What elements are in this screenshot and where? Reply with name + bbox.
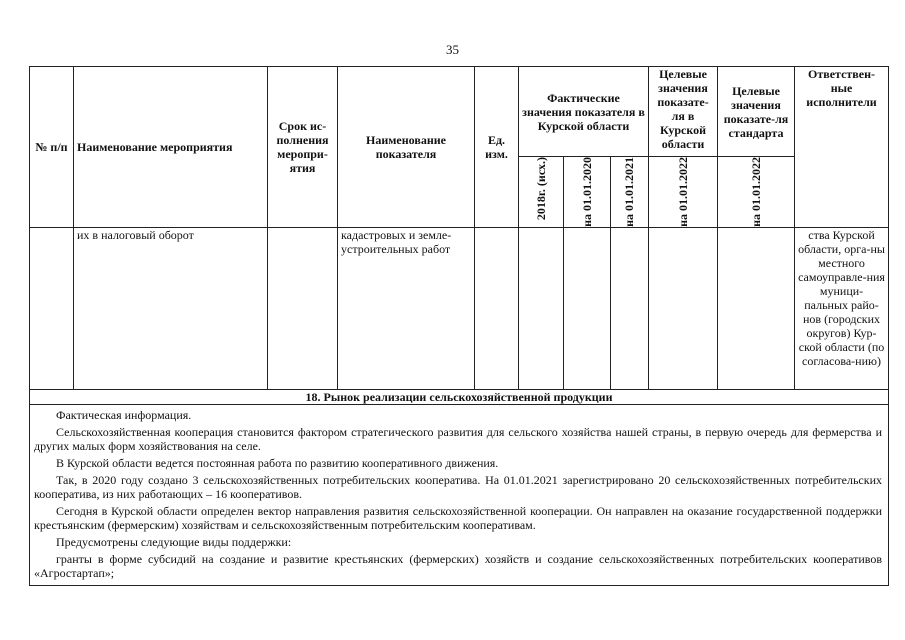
- header-responsible: Ответствен-ные исполнители: [795, 67, 889, 228]
- paragraph: Сегодня в Курской области определен вектор направления развития сельскохозяйственной кооперации. Он направлен на оказание государственной поддержки крестьянским (фермерским) хозяйствам и сельскохозяйственным потребительским кооперативам.: [34, 503, 883, 532]
- cell-2021: [611, 227, 649, 389]
- subheader-2020: на 01.01.2020: [579, 157, 594, 227]
- paragraph: Предусмотрены следующие виды поддержки:: [56, 534, 292, 549]
- table-row: [30, 227, 889, 389]
- cell-2022-kursk: [649, 227, 718, 389]
- paragraph: Фактическая информация.: [56, 407, 192, 422]
- header-unit: Ед. изм.: [475, 67, 519, 228]
- header-event-name: Наименование мероприятия: [74, 67, 268, 228]
- header-num: № п/п: [30, 67, 74, 228]
- paragraph: гранты в форме субсидий на создание и развитие крестьянских (фермерских) хозяйств и создание сельскохозяйственных потребительских кооперативов «Агростартап»;: [34, 551, 883, 580]
- measures-table: [29, 66, 889, 586]
- header-indicator-name: Наименование показателя: [338, 67, 475, 228]
- paragraph: В Курской области ведется постоянная работа по развитию кооперативного движения.: [56, 455, 499, 470]
- cell-event: их в налоговый оборот: [74, 227, 268, 389]
- header-actual-values: Фактические значения показателя в Курской области: [519, 67, 649, 157]
- section-text: [30, 404, 889, 585]
- paragraph: Сельскохозяйственная кооперация становится фактором стратегического развития для сельского хозяйства нашей страны, в первую очередь для фермерства и других малых форм хозяйствования на селе.: [34, 424, 883, 453]
- cell-2022-standard: [718, 227, 795, 389]
- subheader-2018: 2018г. (исх.): [533, 157, 548, 221]
- cell-unit: [475, 227, 519, 389]
- paragraph: Так, в 2020 году создано 3 сельскохозяйственных потребительских кооператива. На 01.01.2021 зарегистрировано 20 сельскохозяйственных потребительских кооператива, из них работающих – 16 кооперативов.: [34, 472, 883, 501]
- cell-term: [268, 227, 338, 389]
- page-number: 35: [446, 42, 459, 57]
- cell-num: [30, 227, 74, 389]
- subheader-2022-standard: на 01.01.2022: [748, 157, 763, 227]
- subheader-2022-kursk: на 01.01.2022: [675, 157, 690, 227]
- cell-indicator: кадастровых и земле-устроительных работ: [338, 227, 475, 389]
- header-term: Срок ис-полнения меропри-ятия: [268, 67, 338, 228]
- cell-2018: [519, 227, 564, 389]
- header-target-standard: Целевые значения показате-ля стандарта: [718, 67, 795, 157]
- cell-2020: [564, 227, 611, 389]
- section-title: 18. Рынок реализации сельскохозяйственной продукции: [30, 389, 889, 404]
- header-target-kursk: Целевые значения показате-ля в Курской области: [649, 67, 718, 157]
- cell-responsible: ства Курской области, орга-ны местного самоуправле-ния муници-пальных райо-нов (городских округов) Кур-ской области (по согласова-нию): [795, 227, 889, 389]
- subheader-2021: на 01.01.2021: [622, 157, 636, 227]
